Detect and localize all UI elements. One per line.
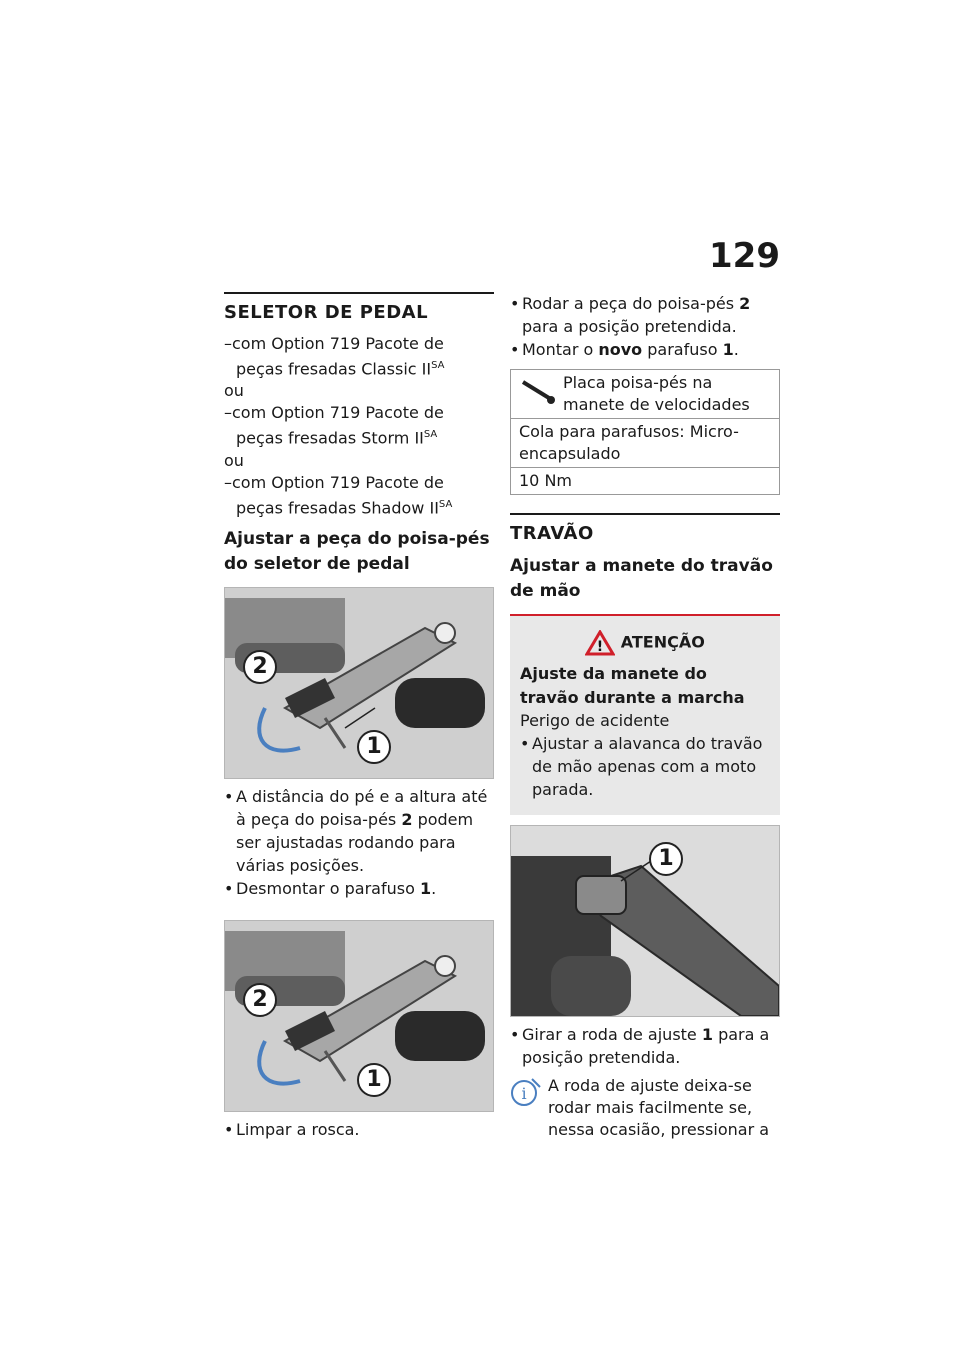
- section-rule: [224, 292, 494, 294]
- warning-text: Perigo de acidente: [520, 711, 670, 730]
- spec-row: Cola para parafusos: Micro-encapsulado: [511, 418, 779, 467]
- torque-wrench-icon: [519, 376, 563, 412]
- left-column: [224, 292, 494, 1141]
- svg-text:!: !: [596, 639, 604, 655]
- option-line: –com Option 719 Pacote de: [224, 472, 444, 492]
- warning-triangle-icon: [585, 633, 621, 655]
- list-item: • Desmontar o parafuso 1.: [224, 878, 437, 898]
- footpeg-figure-2: [224, 920, 494, 1112]
- option-line: –com Option 719 Pacote de: [224, 334, 444, 353]
- subtitle: Ajustar a manete do travão de mão: [510, 556, 773, 601]
- section-title: SELETOR DE PEDAL: [224, 302, 429, 323]
- warning-bullet: • Ajustar a alavanca do travão de mão apenas com a moto parada.: [520, 734, 763, 799]
- svg-text:i: i: [521, 1084, 527, 1103]
- callout-2: 2: [243, 983, 277, 1017]
- callout-1: 1: [649, 842, 683, 876]
- list-item: • Rodar a peça do poisa-pés 2 para a posição pretendida.: [510, 294, 751, 336]
- brake-lever-figure: [510, 825, 780, 1017]
- right-column: [510, 292, 780, 1141]
- list-item: • Limpar a rosca.: [224, 1119, 360, 1139]
- bullet-list: [224, 785, 494, 900]
- info-note: i A roda de ajuste deixa-se rodar mais facilmente se, nessa ocasião, pressionar a: [510, 1075, 780, 1141]
- spec-row: 10 Nm: [511, 467, 779, 494]
- option-line: –com Option 719 Pacote de: [224, 403, 444, 423]
- list-item: • Montar o novo parafuso 1.: [510, 340, 739, 359]
- page-number: 129: [709, 236, 780, 276]
- warning-title: Ajuste da manete do travão durante a marcha: [520, 664, 745, 707]
- callout-1: 1: [357, 1063, 391, 1097]
- subtitle: Ajustar a peça do poisa-pés do seletor de pedal: [224, 528, 490, 574]
- warning-box: [510, 614, 780, 815]
- bullet-list: [224, 1118, 494, 1141]
- option-line-cont: peças fresadas Classic $II^{SA}$: [236, 359, 445, 379]
- torque-spec-table: [510, 369, 780, 495]
- spec-title-row: Placa poisa-pés na manete de velocidades: [511, 370, 779, 418]
- option-line-cont: peças fresadas Storm $II^{SA}$: [236, 428, 438, 448]
- info-icon: [510, 1075, 542, 1141]
- footpeg-figure-1: [224, 587, 494, 779]
- list-item: • A distância do pé e a altura até à peça do poisa-pés 2 podem ser ajustadas rodando para várias posições.: [224, 786, 488, 875]
- callout-1: 1: [357, 730, 391, 764]
- option-line-cont: peças fresadas Shadow $II^{SA}$: [236, 497, 453, 517]
- bullet-list: [510, 1023, 780, 1069]
- bullet-list: [510, 292, 780, 361]
- callout-2: 2: [243, 650, 277, 684]
- or-text: ou: [224, 450, 244, 470]
- section-rule: [510, 513, 780, 515]
- warning-header: ! ATENÇÃO: [520, 630, 770, 656]
- section-title: TRAVÃO: [510, 523, 594, 544]
- list-item: • Girar a roda de ajuste 1 para a posição pretendida.: [510, 1025, 770, 1067]
- brake-lever-illustration: [511, 826, 779, 1016]
- or-text: ou: [224, 381, 244, 401]
